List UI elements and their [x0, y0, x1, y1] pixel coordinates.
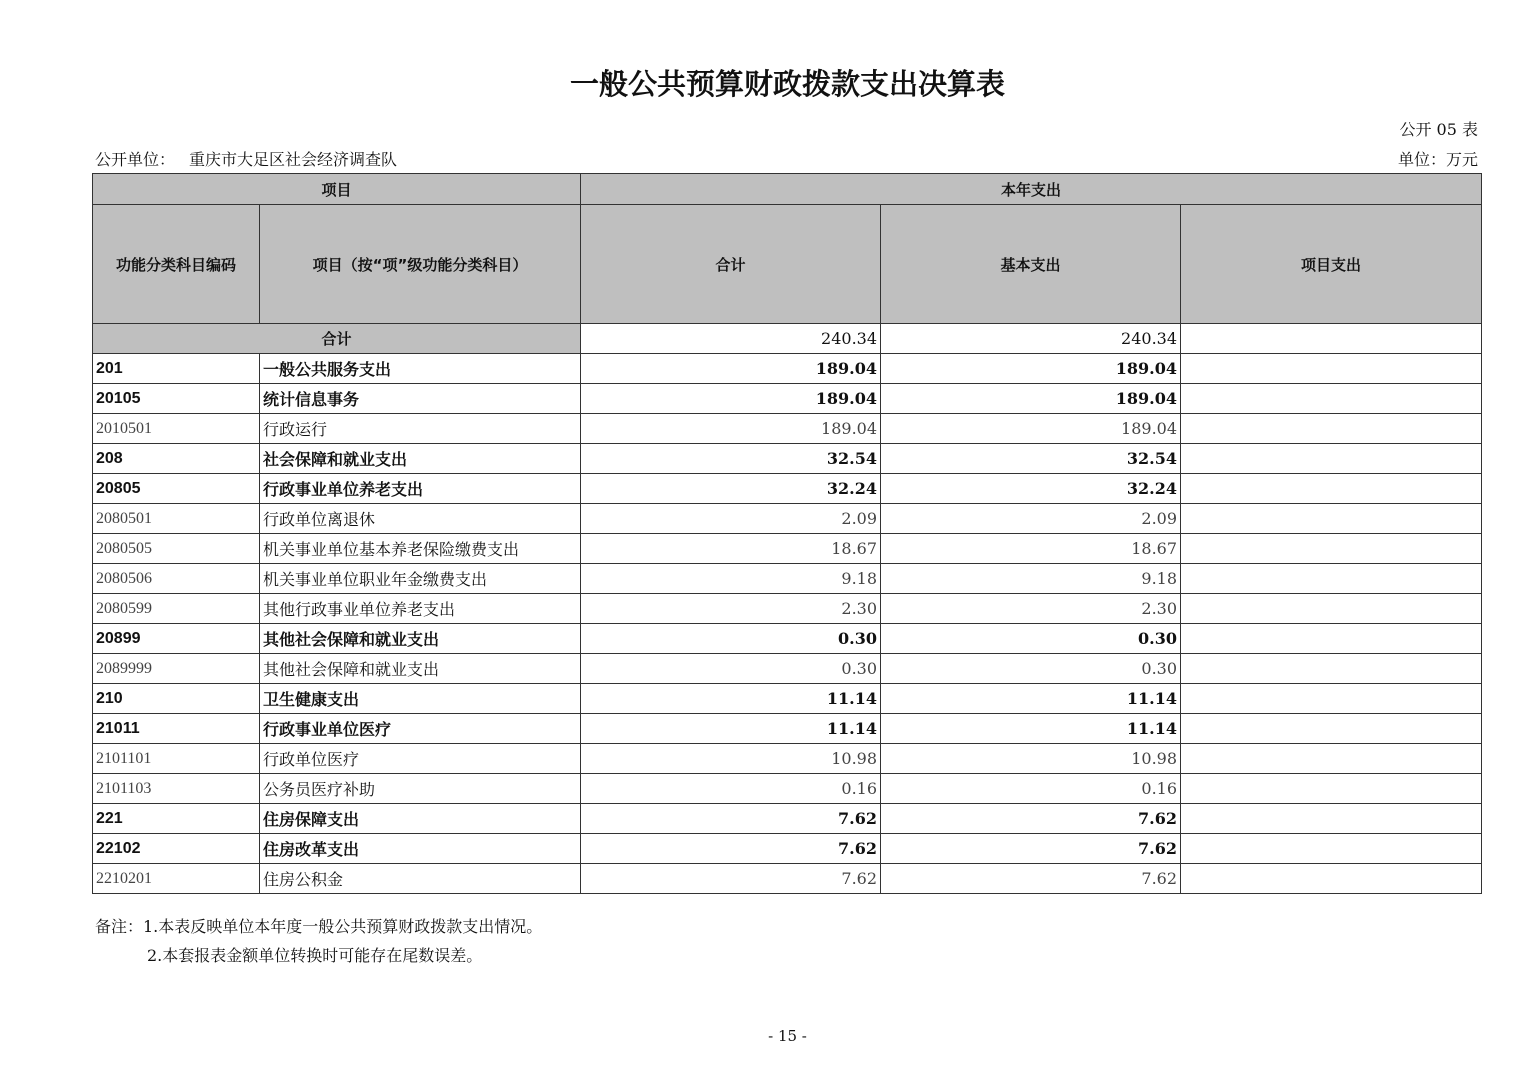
row-code: 2080599 — [93, 594, 260, 624]
row-total: 0.30 — [581, 624, 881, 654]
table-row — [93, 414, 1482, 444]
row-basic: 0.16 — [881, 774, 1181, 804]
total-row-project — [1181, 324, 1482, 354]
row-code: 210 — [93, 684, 260, 714]
table-row — [93, 804, 1482, 834]
table-row — [93, 594, 1482, 624]
row-name: 社会保障和就业支出 — [260, 444, 581, 474]
table-row — [93, 564, 1482, 594]
row-basic: 11.14 — [881, 684, 1181, 714]
table-row — [93, 354, 1482, 384]
row-name: 其他社会保障和就业支出 — [260, 624, 581, 654]
table-row — [93, 744, 1482, 774]
total-row — [93, 324, 1482, 354]
table-row — [93, 504, 1482, 534]
reporting-unit-name: 重庆市大足区社会经济调查队 — [189, 150, 398, 169]
row-total: 0.30 — [581, 654, 881, 684]
row-basic: 7.62 — [881, 864, 1181, 894]
row-basic: 2.09 — [881, 504, 1181, 534]
table-row — [93, 654, 1482, 684]
row-total: 18.67 — [581, 534, 881, 564]
header-code: 功能分类科目编码 — [93, 205, 260, 324]
row-project — [1181, 474, 1482, 504]
row-project — [1181, 714, 1482, 744]
header-project: 项目 — [93, 174, 581, 205]
row-project — [1181, 354, 1482, 384]
row-project — [1181, 834, 1482, 864]
row-code: 208 — [93, 444, 260, 474]
row-total: 11.14 — [581, 684, 881, 714]
row-project — [1181, 384, 1482, 414]
table-row — [93, 534, 1482, 564]
row-basic: 7.62 — [881, 834, 1181, 864]
row-project — [1181, 624, 1482, 654]
row-name: 卫生健康支出 — [260, 684, 581, 714]
row-name: 机关事业单位基本养老保险缴费支出 — [260, 534, 581, 564]
header-basic: 基本支出 — [881, 205, 1181, 324]
row-total: 11.14 — [581, 714, 881, 744]
header-item: 项目（按“项”级功能分类科目） — [260, 205, 581, 324]
total-row-total: 240.34 — [581, 324, 881, 354]
row-project — [1181, 564, 1482, 594]
row-project — [1181, 534, 1482, 564]
row-name: 一般公共服务支出 — [260, 354, 581, 384]
row-basic: 189.04 — [881, 414, 1181, 444]
table-row — [93, 774, 1482, 804]
row-basic: 189.04 — [881, 354, 1181, 384]
row-basic: 9.18 — [881, 564, 1181, 594]
row-project — [1181, 684, 1482, 714]
row-total: 2.30 — [581, 594, 881, 624]
row-name: 住房保障支出 — [260, 804, 581, 834]
row-code: 20899 — [93, 624, 260, 654]
row-project — [1181, 774, 1482, 804]
total-row-label: 合计 — [93, 324, 581, 354]
table-row — [93, 624, 1482, 654]
row-total: 2.09 — [581, 504, 881, 534]
row-project — [1181, 804, 1482, 834]
row-code: 2010501 — [93, 414, 260, 444]
currency-unit: 单位：万元 — [1397, 150, 1478, 169]
table-row — [93, 684, 1482, 714]
row-basic: 18.67 — [881, 534, 1181, 564]
header-project-expense: 项目支出 — [1181, 205, 1482, 324]
header-row-2 — [93, 205, 1482, 324]
row-code: 20805 — [93, 474, 260, 504]
row-project — [1181, 594, 1482, 624]
row-project — [1181, 864, 1482, 894]
row-basic: 2.30 — [881, 594, 1181, 624]
row-name: 行政单位医疗 — [260, 744, 581, 774]
row-basic: 10.98 — [881, 744, 1181, 774]
header-current-year: 本年支出 — [581, 174, 1482, 205]
row-name: 其他行政事业单位养老支出 — [260, 594, 581, 624]
row-code: 2080506 — [93, 564, 260, 594]
row-name: 公务员医疗补助 — [260, 774, 581, 804]
row-project — [1181, 744, 1482, 774]
row-name: 行政运行 — [260, 414, 581, 444]
row-total: 32.54 — [581, 444, 881, 474]
header-total: 合计 — [581, 205, 881, 324]
row-code: 221 — [93, 804, 260, 834]
table-row — [93, 384, 1482, 414]
notes — [95, 912, 542, 970]
row-project — [1181, 654, 1482, 684]
table-row — [93, 834, 1482, 864]
expenditure-table — [92, 173, 1482, 894]
table-row — [93, 444, 1482, 474]
row-name: 住房公积金 — [260, 864, 581, 894]
row-basic: 32.54 — [881, 444, 1181, 474]
header-row-1 — [93, 174, 1482, 205]
note-line-2: 2.本套报表金额单位转换时可能存在尾数误差。 — [147, 946, 483, 965]
row-total: 32.24 — [581, 474, 881, 504]
row-total: 189.04 — [581, 354, 881, 384]
row-code: 201 — [93, 354, 260, 384]
row-name: 行政事业单位医疗 — [260, 714, 581, 744]
row-name: 行政事业单位养老支出 — [260, 474, 581, 504]
row-total: 7.62 — [581, 834, 881, 864]
table-row — [93, 474, 1482, 504]
reporting-unit — [95, 147, 397, 170]
row-project — [1181, 444, 1482, 474]
row-total: 0.16 — [581, 774, 881, 804]
row-basic: 0.30 — [881, 654, 1181, 684]
row-total: 7.62 — [581, 804, 881, 834]
row-basic: 189.04 — [881, 384, 1181, 414]
page-title: 一般公共预算财政拨款支出决算表 — [569, 67, 1005, 101]
reporting-unit-label: 公开单位： — [95, 150, 176, 169]
row-total: 10.98 — [581, 744, 881, 774]
row-code: 20105 — [93, 384, 260, 414]
row-code: 2101103 — [93, 774, 260, 804]
form-number: 公开 05 表 — [1399, 120, 1478, 139]
row-basic: 11.14 — [881, 714, 1181, 744]
row-code: 2101101 — [93, 744, 260, 774]
row-total: 189.04 — [581, 414, 881, 444]
row-project — [1181, 504, 1482, 534]
row-name: 行政单位离退休 — [260, 504, 581, 534]
row-total: 9.18 — [581, 564, 881, 594]
row-basic: 32.24 — [881, 474, 1181, 504]
row-basic: 7.62 — [881, 804, 1181, 834]
total-row-basic: 240.34 — [881, 324, 1181, 354]
row-code: 2089999 — [93, 654, 260, 684]
row-name: 其他社会保障和就业支出 — [260, 654, 581, 684]
page-number: - 15 - — [768, 1027, 807, 1045]
row-total: 7.62 — [581, 864, 881, 894]
row-basic: 0.30 — [881, 624, 1181, 654]
row-name: 住房改革支出 — [260, 834, 581, 864]
row-code: 2080505 — [93, 534, 260, 564]
note-line-1: 备注：1.本表反映单位本年度一般公共预算财政拨款支出情况。 — [95, 917, 543, 936]
row-project — [1181, 414, 1482, 444]
row-code: 21011 — [93, 714, 260, 744]
table-row — [93, 864, 1482, 894]
row-name: 统计信息事务 — [260, 384, 581, 414]
row-code: 2210201 — [93, 864, 260, 894]
row-total: 189.04 — [581, 384, 881, 414]
row-code: 2080501 — [93, 504, 260, 534]
table-row — [93, 714, 1482, 744]
row-code: 22102 — [93, 834, 260, 864]
row-name: 机关事业单位职业年金缴费支出 — [260, 564, 581, 594]
